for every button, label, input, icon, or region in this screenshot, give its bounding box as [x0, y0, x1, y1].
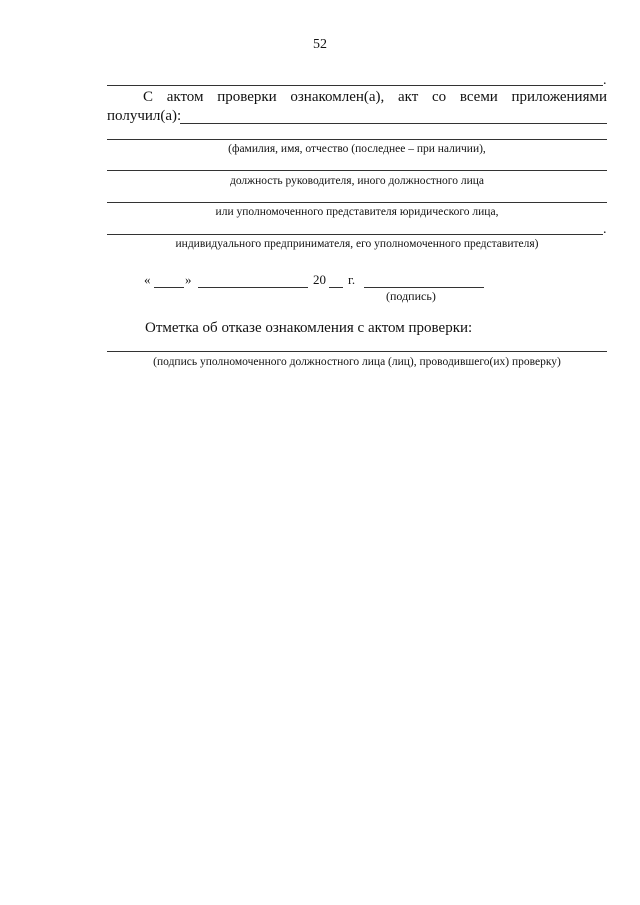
month-blank [198, 287, 308, 288]
ack-line-1: С актом проверки ознакомлен(а), акт со всеми приложениями [143, 89, 607, 105]
year-suffix: г. [348, 272, 356, 287]
blank-line-1 [107, 85, 603, 86]
day-blank [154, 287, 184, 288]
refusal-note: Отметка об отказе ознакомления с актом проверки: [145, 320, 473, 336]
representative-line [107, 202, 607, 203]
date-open-quote: « [144, 272, 151, 287]
name-line [107, 139, 607, 140]
representative-caption: или уполномоченного представителя юридического лица, [215, 206, 499, 218]
ack-line-2-label: получил(а): [107, 108, 182, 124]
year-prefix: 20 [313, 272, 326, 287]
entrepreneur-caption: индивидуального предпринимателя, его уполномоченного представителя) [175, 238, 539, 250]
entrepreneur-line [107, 234, 603, 235]
position-line [107, 170, 607, 171]
page-number: 52 [313, 37, 327, 52]
received-by-line [180, 123, 607, 124]
refusal-line [107, 351, 607, 352]
year-blank [329, 287, 343, 288]
line-4-period: . [603, 222, 607, 237]
position-caption: должность руководителя, иного должностного лица [229, 175, 485, 187]
name-caption: (фамилия, имя, отчество (последнее – при наличии), [228, 143, 486, 155]
line-1-period: . [603, 73, 607, 88]
signature-caption: (подпись) [386, 289, 436, 303]
signature-blank [364, 287, 484, 288]
refusal-caption: (подпись уполномоченного должностного лица (лиц), проводившего(их) проверку) [153, 356, 561, 368]
date-close-quote: » [185, 272, 192, 287]
